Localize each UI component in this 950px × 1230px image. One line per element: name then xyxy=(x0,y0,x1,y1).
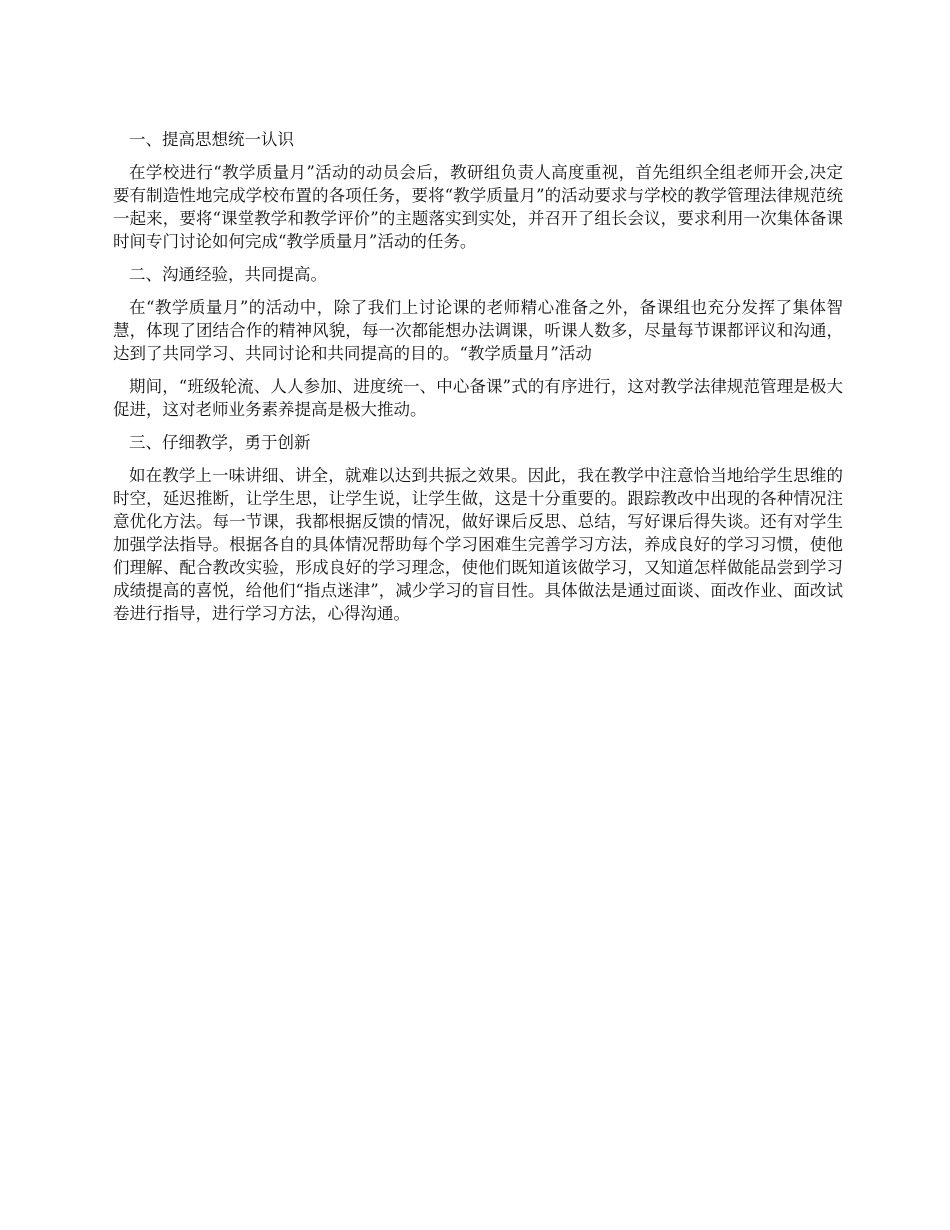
section-heading-1: 一、提高思想统一认识 xyxy=(129,130,294,149)
section-2-paragraph-1: 在“教学质量月”的活动中，除了我们上讨论课的老师精心准备之外，备课组也充分发挥了集体智慧，体现了团结合作的精神风貌，每一次都能想办法调课，听课人数多，尽量每节课都评议和沟通，达到了共同学习、共同讨论和共同提高的目的。“教学质量月”活动 xyxy=(113,298,843,363)
section-heading-2: 二、沟通经验，共同提高。 xyxy=(129,265,327,284)
document-body xyxy=(113,128,843,635)
section-2-paragraph-2: 期间，“班级轮流、人人参加、进度统一、中心备课”式的有序进行，这对教学法律规范管理是极大促进，这对老师业务素养提高是极大推动。 xyxy=(113,377,843,419)
section-heading-3: 三、仔细教学，勇于创新 xyxy=(129,433,311,452)
section-3-paragraph-1: 如在教学上一味讲细、讲全，就难以达到共振之效果。因此，我在教学中注意恰当地给学生思维的时空，延迟推断，让学生思，让学生说，让学生做，这是十分重要的。跟踪教改中出现的各种情况注意优化方法。每一节课，我都根据反馈的情况，做好课后反思、总结，写好课后得失谈。还有对学生加强学法指导。根据各自的具体情况帮助每个学习困难生完善学习方法，养成良好的学习习惯，使他们理解、配合教改实验，形成良好的学习理念，使他们既知道该做学习，又知道怎样做能品尝到学习成绩提高的喜悦，给他们“指点迷津”，减少学习的盲目性。具体做法是通过面谈、面改作业、面改试卷进行指导，进行学习方法，心得沟通。 xyxy=(113,466,843,623)
section-1-paragraph-1: 在学校进行“教学质量月”活动的动员会后，教研组负责人高度重视，首先组织全组老师开会,决定要有制造性地完成学校布置的各项任务，要将“教学质量月”的活动要求与学校的教学管理法律规范统一起来，要将“课堂教学和教学评价”的主题落实到实处，并召开了组长会议，要求利用一次集体备课时间专门讨论如何完成“教学质量月”活动的任务。 xyxy=(113,163,843,251)
